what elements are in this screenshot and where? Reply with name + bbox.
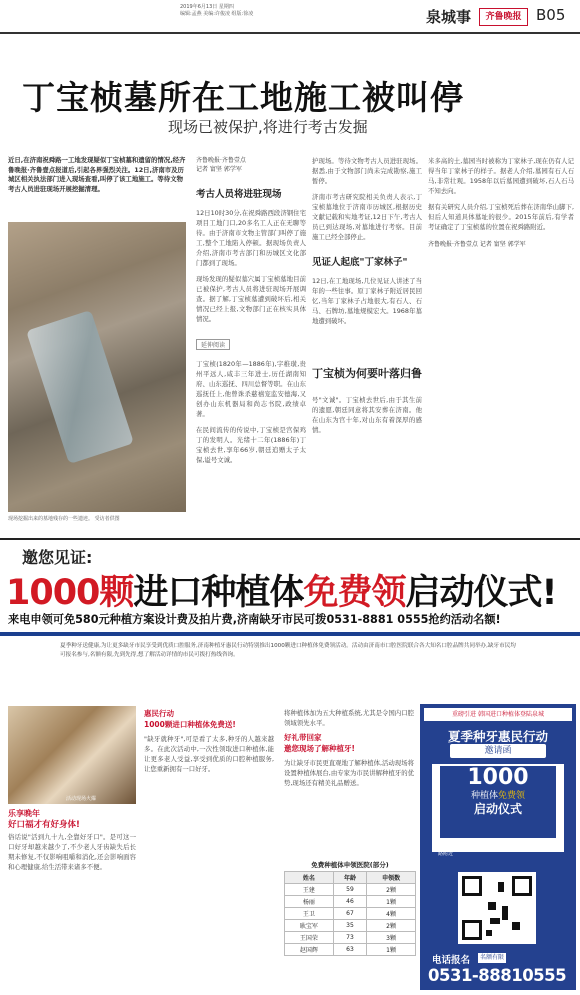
table-cell: 35 [333, 920, 366, 932]
header-date: 2019年6月13日 星期四 [180, 4, 234, 10]
kicker: 1000颗进口种植体免费送! [144, 720, 236, 729]
table-header: 申领数 [367, 872, 416, 884]
ad-headline-count: 1000颗 [6, 573, 134, 613]
event-photo [8, 706, 136, 804]
story-title: 好口福才有好身体! [8, 820, 80, 830]
story-kicker: 乐享晚年 [8, 809, 40, 818]
card-banner: 重磅引进 韩国进口种植体登陆泉城 [424, 708, 572, 721]
kicker: 邀您现场了解种植牙! [284, 744, 355, 753]
byline-reporter: 记者 甯坚 郭学军 [196, 166, 242, 173]
card-highlight [440, 766, 556, 838]
card-dates: 时间:2019年6月15日上午9:30 地点:济南市历城区祝舜路附近 [438, 844, 562, 857]
table-cell: 杨丽 [285, 896, 334, 908]
newspaper-logo: 齐鲁晚报 [479, 8, 528, 26]
paragraph: 济南市考古研究院相关负责人表示,丁宝桢墓地位于济南市历城区,根据历史文献记载和实地考证,12日下午,考古人员已到达现场,对墓地进行考察。目前施工已经全部停止。 [312, 193, 422, 241]
paragraph: 号"文诚"。丁宝桢去世后,由于其生前的遗愿,朝廷同意将其安葬在济南。他在山东为官十年,对山东有着深厚的感情。 [312, 396, 422, 434]
subhead-witness: 见证人起底"丁家林子" [312, 257, 408, 268]
table-cell: 2颗 [367, 884, 416, 896]
ad-blue-bar [0, 632, 580, 636]
article-column-2b [312, 395, 422, 435]
header-meta [180, 4, 420, 18]
header-rule [0, 32, 580, 34]
extended-reading-label: 延伸阅读 [196, 339, 230, 350]
table-cell: 3颗 [367, 932, 416, 944]
table-row [285, 920, 416, 932]
ad-headline-free: 免费领 [303, 573, 406, 613]
table-row [285, 932, 416, 944]
ad-headline-product: 进口种植体 [133, 573, 304, 613]
card-title: 夏季种牙惠民行动 [447, 729, 548, 744]
ad-invite: 邀您见证: [22, 548, 93, 567]
table-cell: 王建 [285, 884, 334, 896]
tomb-stone [26, 310, 134, 464]
table-cell: 4颗 [367, 908, 416, 920]
subhead-row [312, 365, 512, 381]
qr-code-icon[interactable] [458, 872, 536, 944]
table-cell: 63 [333, 944, 366, 956]
subhead-archaeology: 考古人员将进驻现场 [196, 189, 282, 200]
excavation-photo [8, 222, 186, 512]
table-header: 姓名 [285, 872, 334, 884]
story-body: 俗话说"活到九十九,全靠好牙口"。是可这一口好牙却越来越少了,不少老人牙齿缺失后长期未修复,不仅影响咀嚼和消化,还会影响面容和心理健康,给生活带来诸多不便。 [8, 833, 136, 871]
table-cell: 赵国辉 [285, 944, 334, 956]
card-invite: 邀请函 [450, 744, 546, 758]
ad-divider [0, 538, 580, 540]
headline: 丁宝桢墓所在工地施工被叫停 [22, 78, 464, 117]
table-row [285, 908, 416, 920]
paragraph: 护现场。等待文物考古人员进驻现场。据悉,由于文物部门尚未完成勘察,施工暂停。 [312, 157, 422, 185]
kicker: 好礼带回家 [284, 733, 322, 742]
table-cell: 73 [333, 932, 366, 944]
paragraph: 丁宝桢(1820年—1886年),字稚璜,贵州平远人,咸丰三年进士,历任湖南知府、山东巡抚、四川总督等职。在山东巡抚任上,他曾诛杀慈禧宠监安德海,又创办山东机器局和尚志书院,政绩卓著。 [196, 360, 306, 418]
byline-source: 齐鲁晚报·齐鲁壹点 [196, 157, 246, 164]
card-line1a: 种植体 [470, 791, 498, 801]
kicker: 惠民行动 [144, 709, 174, 718]
paragraph: "缺牙就种牙",可是看了太多,种牙的人越来越多。在此次活动中,一次性领取进口种植体,能让更多老人受益,享受到优质的口腔种植服务,让您重新拥有一口好牙。 [144, 735, 274, 773]
table-row [285, 896, 416, 908]
column-byline: 齐鲁晚报·齐鲁壹点 记者 甯坚 郭学军 [428, 241, 526, 248]
table-cell: 2颗 [367, 920, 416, 932]
ad-intro: 夏季种牙送健康,为让更多缺牙市民享受到优质口腔服务,济南种植牙惠民行动特别推出1000颗进口种植体免费领活动。活动由济南市口腔医院联合各大知名口腔品牌共同举办,缺牙市民均可报名参与,名额有限,先到先得,想了解活动详情的市民可拨打热线咨询。 [60, 643, 516, 658]
paragraph: 在民间流传的传说中,丁宝桢是宫保鸡丁的发明人。光绪十二年(1886年)丁宝桢去世,享年66岁,朝廷追赠太子太保,谥号文诚。 [196, 426, 306, 464]
card-number: 1000 [467, 765, 529, 790]
table-cell: 王卫 [285, 908, 334, 920]
ad-headline [6, 565, 556, 615]
table-cell: 59 [333, 884, 366, 896]
subhead-why-buried: 丁宝桢为何要叶落归鲁 [312, 367, 422, 380]
card-tel-label: 电话报名 [432, 955, 471, 966]
paragraph: 12日10时30分,在祝舜路西段济钢住宅项目工地门口,20多名工人正在无聊等待。由于济南市文物主管部门叫停了施工,整个工地陷入停顿。据现场负责人介绍,济南市考古部门和历城区文化部门都到了现场。 [196, 209, 306, 267]
table-cell: 王国荣 [285, 932, 334, 944]
table-header: 年龄 [333, 872, 366, 884]
ad-headline-launch: 启动仪式! [405, 573, 557, 613]
free-implant-table [284, 860, 416, 956]
article-column-2 [312, 156, 422, 326]
table-cell: 1颗 [367, 944, 416, 956]
table-cell: 1颗 [367, 896, 416, 908]
paragraph: 将种植体加为五大种植系统,尤其是令国内口腔领域领先水平。 [284, 709, 414, 727]
page-number: B05 [536, 6, 566, 24]
paragraph: 为让缺牙市民更直观地了解种植体,活动现场将设置种植体展台,由专家为市民讲解种植牙的优势,现场还有精美礼品赠送。 [284, 759, 414, 787]
card-tel-tag: 名额有限 [480, 954, 505, 961]
table-cell: 46 [333, 896, 366, 908]
subheadline: 现场已被保护,将进行考古发掘 [168, 118, 368, 136]
article-column-1 [196, 156, 306, 465]
table-row [285, 944, 416, 956]
article-column-3 [428, 156, 574, 249]
card-line2: 启动仪式 [473, 802, 522, 816]
table-cell: 67 [333, 908, 366, 920]
mid-column-left [144, 708, 274, 774]
article-lede: 近日,在济南祝舜路一工地发现疑似丁宝桢墓和遗留的情况,经齐鲁晚报·齐鲁壹点报道后,引起各界强烈关注。12日,济南市及历城区相关执法部门进入现场查看,叫停了该工地施工。等待文物考古人员进驻现场开展挖掘清理。 [8, 156, 186, 193]
header-editors: 编辑:孟燕 美编:许俊凌 组版:徐凌 [180, 11, 254, 17]
photo-caption: 现场挖掘出来的墓地残存的一些遗迹。 受访者供图 [8, 516, 120, 522]
section-name: 泉城事 [426, 8, 472, 26]
table-caption: 免费种植体申领医院(部分) [311, 861, 389, 869]
table-cell: 耿宝军 [285, 920, 334, 932]
table-row [285, 884, 416, 896]
event-photo-caption: 活动现场火爆 [66, 796, 97, 802]
paragraph: 12日,在工地现场,几位见证人讲述了当年的一些往事。原丁家林子附近居民回忆,当年丁家林子占地很大,有石人、石马、石牌坊,墓地规模宏大。1968年墓地遭到破坏。 [312, 277, 422, 325]
ad-phone-line: 来电申领可免580元种植方案设计费及拍片费,济南缺牙市民可拨0531-8881 0555抢约活动名额! [8, 613, 501, 626]
card-phone-number[interactable]: 0531-88810555 [428, 966, 567, 985]
paragraph: 据有关研究人员介绍,丁宝桢死后葬在济南华山脚下,但后人知道具体墓址的很少。2015年前后,有学者考证确定了丁宝桢墓的位置在祝舜路附近。 [428, 203, 574, 231]
card-line1b: 免费领 [498, 791, 526, 801]
paragraph: 米多高的土,墓园当时被称为丁家林子,现在仍有人记得当年丁家林子的样子。据老人介绍,墓园有石人石马,非常壮观。1958年以后墓园遭到破坏,石人石马不知去向。 [428, 157, 574, 195]
mid-column-right [284, 708, 414, 788]
paragraph: 现场发现的疑似墓穴属丁宝桢墓地目前已被保护,考古人员将进驻现场开展调查。据了解,丁宝桢墓遭到破坏后,相关情况已经上报,文物部门正在核实具体情况。 [196, 275, 306, 323]
